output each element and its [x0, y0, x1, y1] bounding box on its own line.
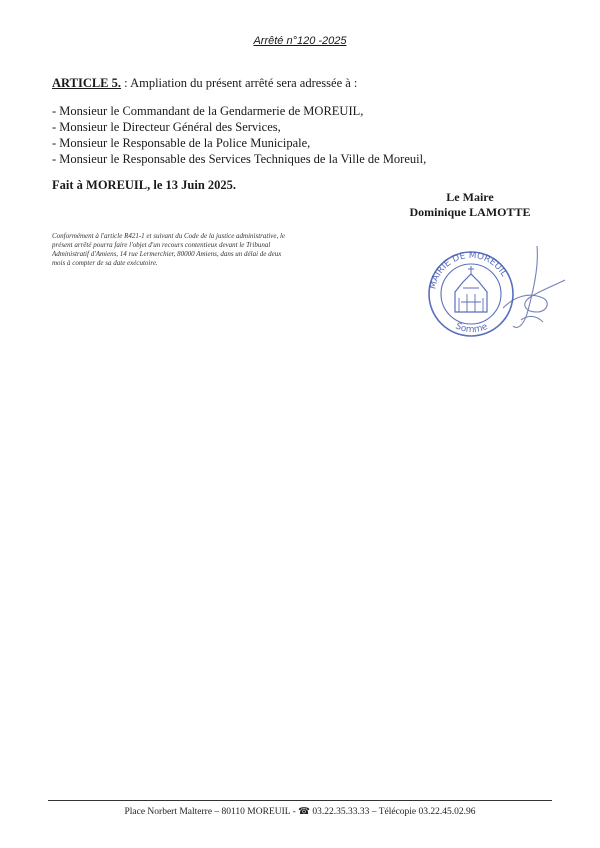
article-label: ARTICLE 5. [52, 76, 122, 90]
svg-text:MAIRIE DE MOREUIL [428, 251, 508, 290]
signatory-title: Le Maire [446, 190, 494, 204]
signatory-name: Dominique LAMOTTE [409, 205, 531, 219]
article-text: : Ampliation du présent arrêté sera adressée à : [121, 76, 358, 90]
official-stamp-signature [425, 242, 570, 342]
footer-contact-text: 03.22.35.33.33 – Télécopie 03.22.45.02.96 [310, 807, 476, 817]
stamp-seal-icon [425, 242, 570, 342]
signatory-block [395, 190, 545, 220]
phone-icon: ☎ [298, 807, 310, 817]
stamp-bottom-text: Somme [453, 321, 490, 336]
notice-line: Administratif d'Amiens, 14 rue Lermerchier, 80000 Amiens, dans un délai de deux [52, 250, 282, 258]
article-line [52, 76, 357, 91]
stamp-text: MAIRIE DE MOREUIL [428, 250, 509, 291]
footer-address [0, 806, 600, 817]
notice-line: mois à compter de sa date exécutoire. [52, 259, 158, 267]
notice-line: présent arrêté pourra faire l'objet d'un recours contentieux devant le Tribunal [52, 241, 271, 249]
recipient-item: - Monsieur le Responsable des Services Techniques de la Ville de Moreuil, [52, 152, 427, 166]
recipient-item: - Monsieur le Directeur Général des Services, [52, 120, 281, 134]
footer-address-text: Place Norbert Malterre – 80110 MOREUIL - [124, 807, 299, 817]
footer-divider [48, 800, 552, 801]
recipient-list [52, 103, 426, 167]
notice-line: Conformément à l'article R421-1 et suivant du Code de la justice administrative, le [52, 232, 286, 240]
decree-reference: Arrêté n°120 -2025 [253, 35, 347, 47]
recipient-item: - Monsieur le Commandant de la Gendarmerie de MOREUIL, [52, 104, 364, 118]
signed-at-line: Fait à MOREUIL, le 13 Juin 2025. [52, 178, 237, 192]
legal-notice [52, 232, 337, 268]
recipient-item: - Monsieur le Responsable de la Police Municipale, [52, 136, 311, 150]
